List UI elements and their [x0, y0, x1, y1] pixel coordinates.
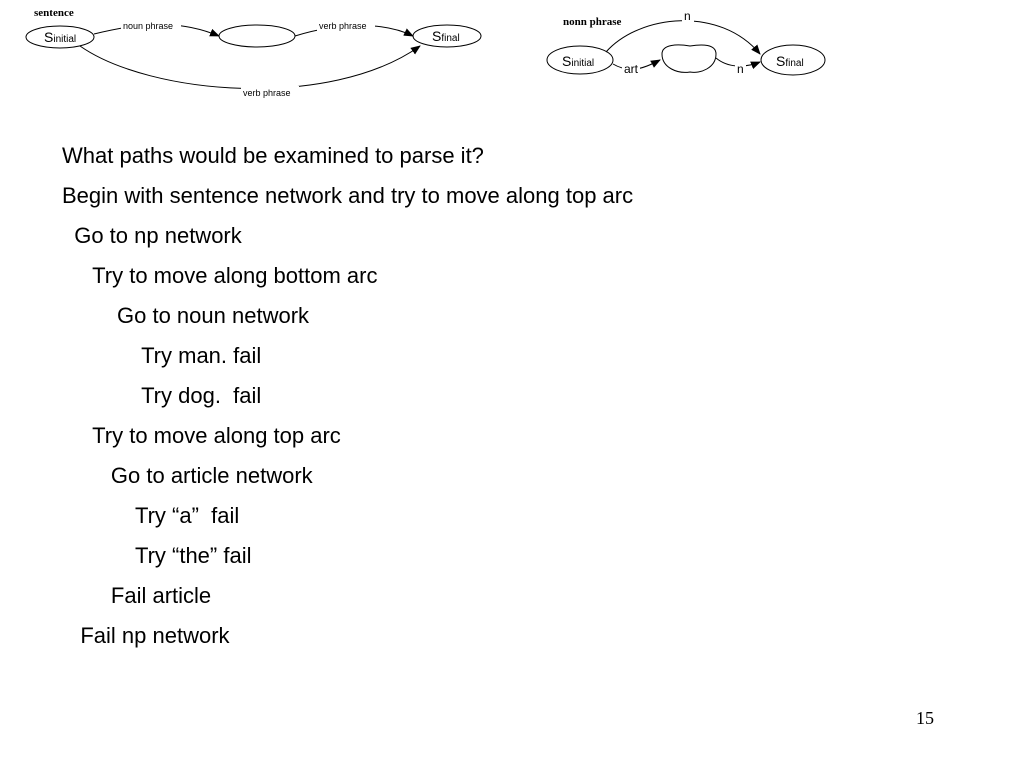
list-item: Try to move along bottom arc	[62, 263, 378, 288]
arc-label-art: art	[624, 62, 639, 76]
page-number: 15	[916, 708, 934, 728]
sentence-middle-state	[219, 25, 295, 47]
arc-label-n-bottom: n	[737, 62, 744, 76]
list-item: Fail np network	[62, 623, 230, 648]
list-item: Try “a” fail	[62, 503, 240, 528]
np-network-title: nonn phrase	[563, 16, 622, 28]
np-final-label: Sfinal	[776, 53, 804, 69]
arc-label-noun-phrase: noun phrase	[123, 21, 174, 31]
arc-verb-phrase-bottom	[80, 46, 420, 89]
sentence-start-label: Sinitial	[44, 29, 77, 45]
arc-label-n-top: n	[684, 9, 691, 23]
list-item: Try dog. fail	[62, 383, 262, 408]
sentence-network-title: sentence	[34, 7, 74, 19]
list-item: What paths would be examined to parse it?	[62, 143, 484, 168]
parse-path-list	[62, 136, 633, 656]
arc-label-verb-phrase-bottom: verb phrase	[243, 88, 291, 98]
list-item: Fail article	[62, 583, 212, 608]
list-item: Begin with sentence network and try to move along top arc	[62, 183, 634, 208]
list-item: Go to noun network	[62, 303, 310, 328]
np-start-label: Sinitial	[562, 53, 595, 69]
sentence-final-label: Sfinal	[432, 28, 460, 44]
list-item: Go to article network	[62, 463, 313, 488]
list-item: Go to np network	[62, 223, 242, 248]
list-item: Try man. fail	[62, 343, 262, 368]
sentence-network	[26, 7, 481, 98]
list-item: Try “the” fail	[62, 543, 252, 568]
list-item: Try to move along top arc	[62, 423, 341, 448]
arc-label-verb-phrase-top: verb phrase	[319, 21, 367, 31]
np-middle-state	[662, 45, 716, 72]
transition-network-diagrams	[0, 0, 1024, 130]
arc-n-top	[606, 21, 760, 54]
noun-phrase-network	[547, 9, 825, 76]
